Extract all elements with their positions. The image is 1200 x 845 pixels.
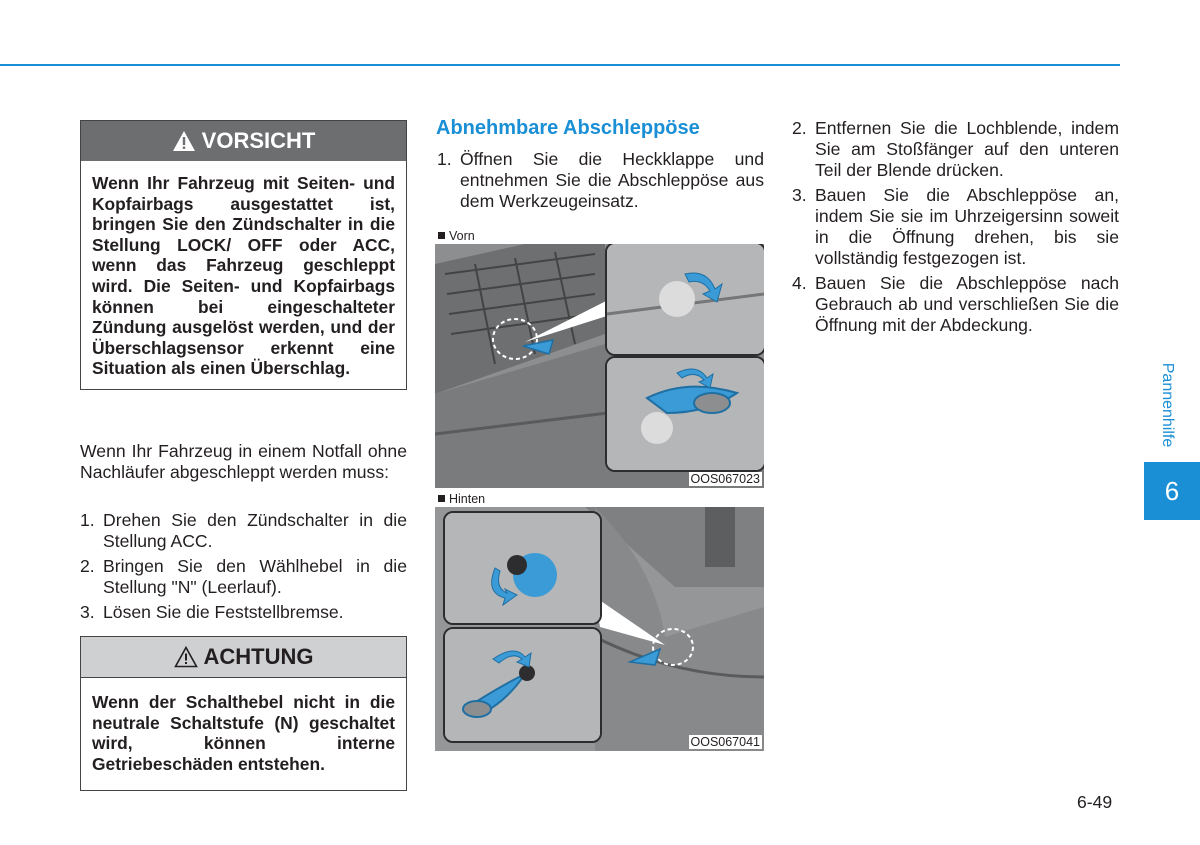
section-title: Abnehmbare Abschleppöse bbox=[436, 117, 700, 139]
intro-paragraph: Wenn Ihr Fahrzeug in einem Notfall ohne Nachläufer abgeschleppt werden muss: bbox=[80, 441, 407, 482]
list-item: 2. Bringen Sie den Wählhebel in die Stellung "N" (Leerlauf). bbox=[80, 556, 407, 597]
caution-header bbox=[81, 121, 406, 161]
list-item: 3. Lösen Sie die Feststellbremse. bbox=[80, 602, 344, 622]
left-step-list bbox=[80, 510, 407, 627]
rear-tow-hook-illustration bbox=[435, 507, 764, 751]
caution-text: Wenn Ihr Fahrzeug mit Seiten- und Kopfairbags ausgestattet ist, bringen Sie den Zündschalter in die Stellung LOCK/ OFF oder ACC, wenn das Fahrzeug geschleppt wird. Die Seiten- und Kopfairbags können bei eingeschalteter Zündung ausgelöst werden, und der Überschlagsensor erkennt eine Situation als einen Überschlag. bbox=[92, 173, 395, 379]
rear-hook-drawing bbox=[445, 629, 600, 741]
front-inset-remove-cover bbox=[605, 244, 764, 356]
notice-header bbox=[81, 637, 406, 678]
chapter-side-label: Pannenhilfe bbox=[1159, 362, 1176, 448]
caution-box bbox=[80, 120, 407, 390]
list-item: 1. Öffnen Sie die Heckklappe und entnehmen Sie die Abschleppöse aus dem Werkzeugeinsatz. bbox=[437, 149, 764, 211]
rear-inset-install-hook bbox=[443, 627, 602, 743]
figure-code-front: OOS067023 bbox=[690, 472, 760, 486]
notice-title: ACHTUNG bbox=[203, 644, 314, 669]
rear-inset-drawing bbox=[445, 513, 600, 623]
figure-code-rear: OOS067041 bbox=[690, 735, 760, 749]
rear-inset-remove-cover bbox=[443, 511, 602, 625]
front-inset-drawing bbox=[607, 244, 764, 354]
figure-label-rear: Hinten bbox=[438, 492, 485, 506]
caution-title: VORSICHT bbox=[201, 128, 316, 153]
front-inset-install-hook bbox=[605, 356, 764, 472]
warning-triangle-icon bbox=[172, 130, 196, 152]
front-tow-hook-illustration bbox=[435, 244, 764, 488]
page-number: 6-49 bbox=[1077, 792, 1113, 812]
front-hook-drawing bbox=[607, 358, 764, 470]
list-item: 4. Bauen Sie die Abschleppöse nach Gebrauch ab und verschließen Sie die Öffnung mit der Abdeckung. bbox=[792, 273, 1119, 335]
figure-label-front: Vorn bbox=[438, 229, 475, 243]
right-step-list bbox=[792, 118, 1119, 340]
chapter-number-tab: 6 bbox=[1144, 462, 1200, 520]
top-rule bbox=[0, 64, 1120, 66]
warning-triangle-icon bbox=[174, 646, 198, 668]
notice-box bbox=[80, 636, 407, 791]
middle-step-list bbox=[437, 149, 764, 216]
notice-text: Wenn der Schalthebel nicht in die neutrale Schaltstufe (N) geschaltet wird, können interne Getriebeschäden entstehen. bbox=[92, 692, 395, 774]
list-item: 2. Entfernen Sie die Lochblende, indem Sie am Stoßfänger auf den unteren Teil der Blende drücken. bbox=[792, 118, 1119, 180]
list-item: 3. Bauen Sie die Abschleppöse an, indem Sie sie im Uhrzeigersinn soweit in die Öffnung drehen, bis sie vollständig festgezogen ist. bbox=[792, 185, 1119, 268]
list-item: 1. Drehen Sie den Zündschalter in die Stellung ACC. bbox=[80, 510, 407, 551]
